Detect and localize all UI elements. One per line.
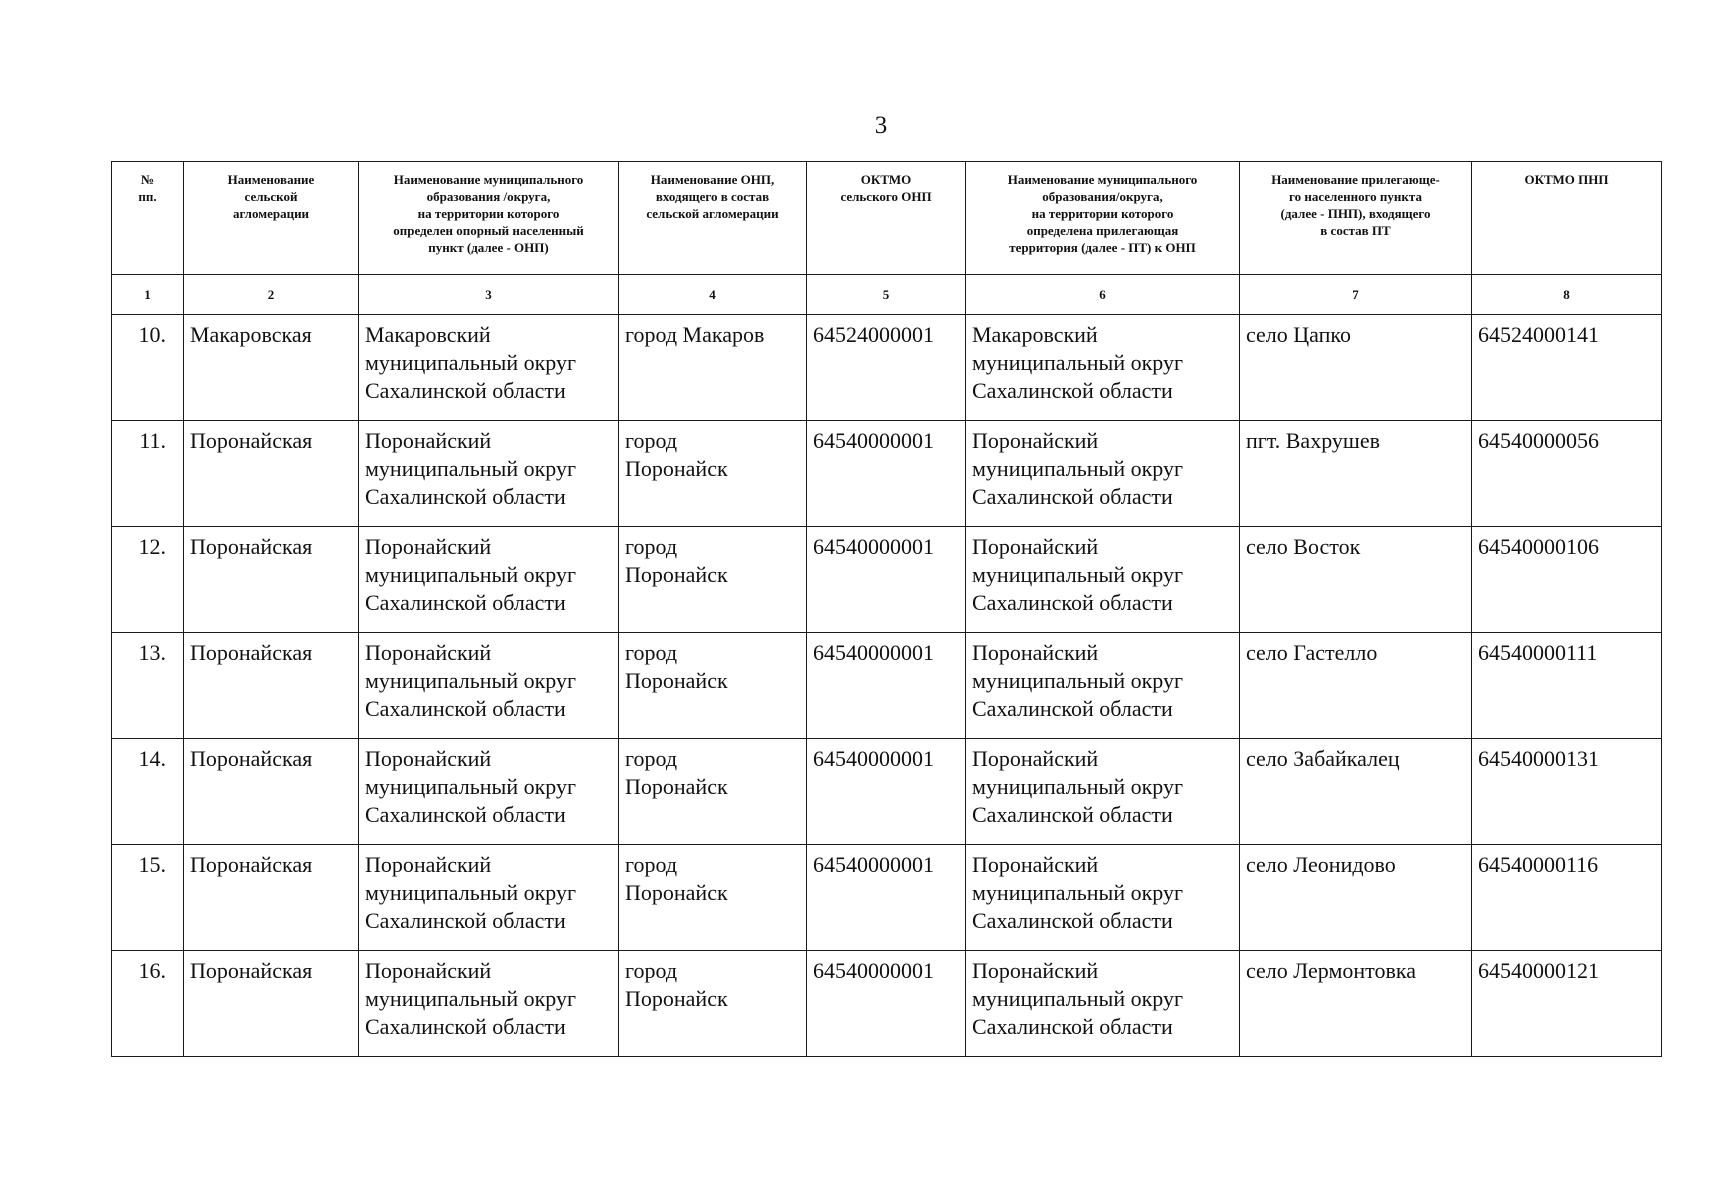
row-number-cell: 16. [112,951,184,1057]
agglomeration-cell: Поронайская [184,527,359,633]
agglomeration-cell: Поронайская [184,421,359,527]
municipality-pt-cell: Поронайский муниципальный округ Сахалинской области [966,633,1240,739]
column-number-row [112,275,1662,315]
municipality-pt-cell: Макаровский муниципальный округ Сахалинской области [966,315,1240,421]
header-municipality-onp: Наименование муниципального образования /округа, на территории которого определен опорный населенный пункт (далее - ОНП) [359,162,619,275]
municipality-onp-cell: Поронайский муниципальный округ Сахалинской области [359,739,619,845]
oktmo-pnp-cell: 64540000056 [1472,421,1662,527]
onp-cell: город Поронайск [619,421,807,527]
oktmo-onp-cell: 64540000001 [807,845,966,951]
municipality-pt-cell: Поронайский муниципальный округ Сахалинской области [966,421,1240,527]
onp-cell: город Макаров [619,315,807,421]
pnp-cell: село Восток [1240,527,1472,633]
pnp-cell: пгт. Вахрушев [1240,421,1472,527]
agglomeration-cell: Поронайская [184,633,359,739]
municipality-onp-cell: Поронайский муниципальный округ Сахалинской области [359,845,619,951]
header-number: № пп. [112,162,184,275]
page-number: 3 [874,112,888,139]
oktmo-onp-cell: 64540000001 [807,527,966,633]
pnp-cell: село Забайкалец [1240,739,1472,845]
pnp-cell: село Лермонтовка [1240,951,1472,1057]
header-municipality-pt: Наименование муниципального образования/округа, на территории которого определена прилегающая территория (далее - ПТ) к ОНП [966,162,1240,275]
oktmo-onp-cell: 64540000001 [807,739,966,845]
municipality-onp-cell: Поронайский муниципальный округ Сахалинской области [359,421,619,527]
agglomeration-cell: Поронайская [184,951,359,1057]
header-agglomeration: Наименование сельской агломерации [184,162,359,275]
oktmo-onp-cell: 64540000001 [807,633,966,739]
municipality-onp-cell: Поронайский муниципальный округ Сахалинской области [359,633,619,739]
column-number: 2 [184,275,359,315]
column-number: 6 [966,275,1240,315]
pnp-cell: село Гастелло [1240,633,1472,739]
municipality-onp-cell: Поронайский муниципальный округ Сахалинской области [359,951,619,1057]
table-header-row [112,162,1662,275]
column-number: 3 [359,275,619,315]
row-number-cell: 11. [112,421,184,527]
oktmo-pnp-cell: 64524000141 [1472,315,1662,421]
settlements-table [111,161,1662,1057]
municipality-pt-cell: Поронайский муниципальный округ Сахалинской области [966,845,1240,951]
table-row [112,315,1662,421]
oktmo-pnp-cell: 64540000131 [1472,739,1662,845]
row-number-cell: 12. [112,527,184,633]
oktmo-pnp-cell: 64540000116 [1472,845,1662,951]
column-number: 7 [1240,275,1472,315]
onp-cell: город Поронайск [619,527,807,633]
oktmo-onp-cell: 64540000001 [807,421,966,527]
municipality-pt-cell: Поронайский муниципальный округ Сахалинской области [966,739,1240,845]
onp-cell: город Поронайск [619,633,807,739]
column-number: 1 [112,275,184,315]
row-number-cell: 10. [112,315,184,421]
onp-cell: город Поронайск [619,951,807,1057]
header-oktmo-pnp: ОКТМО ПНП [1472,162,1662,275]
table-row [112,527,1662,633]
header-pnp: Наименование прилегающе- го населенного пункта (далее - ПНП), входящего в состав ПТ [1240,162,1472,275]
header-onp: Наименование ОНП, входящего в состав сельской агломерации [619,162,807,275]
agglomeration-cell: Поронайская [184,739,359,845]
agglomeration-cell: Макаровская [184,315,359,421]
onp-cell: город Поронайск [619,739,807,845]
table-row [112,421,1662,527]
column-number: 5 [807,275,966,315]
oktmo-pnp-cell: 64540000111 [1472,633,1662,739]
table-row [112,951,1662,1057]
oktmo-onp-cell: 64524000001 [807,315,966,421]
table-row [112,845,1662,951]
table-row [112,739,1662,845]
municipality-onp-cell: Поронайский муниципальный округ Сахалинской области [359,527,619,633]
row-number-cell: 14. [112,739,184,845]
oktmo-pnp-cell: 64540000106 [1472,527,1662,633]
row-number-cell: 15. [112,845,184,951]
column-number: 8 [1472,275,1662,315]
row-number-cell: 13. [112,633,184,739]
table-row [112,633,1662,739]
municipality-pt-cell: Поронайский муниципальный округ Сахалинской области [966,527,1240,633]
agglomeration-cell: Поронайская [184,845,359,951]
column-number: 4 [619,275,807,315]
onp-cell: город Поронайск [619,845,807,951]
pnp-cell: село Леонидово [1240,845,1472,951]
municipality-onp-cell: Макаровский муниципальный округ Сахалинской области [359,315,619,421]
oktmo-onp-cell: 64540000001 [807,951,966,1057]
header-oktmo-onp: ОКТМО сельского ОНП [807,162,966,275]
pnp-cell: село Цапко [1240,315,1472,421]
oktmo-pnp-cell: 64540000121 [1472,951,1662,1057]
municipality-pt-cell: Поронайский муниципальный округ Сахалинской области [966,951,1240,1057]
